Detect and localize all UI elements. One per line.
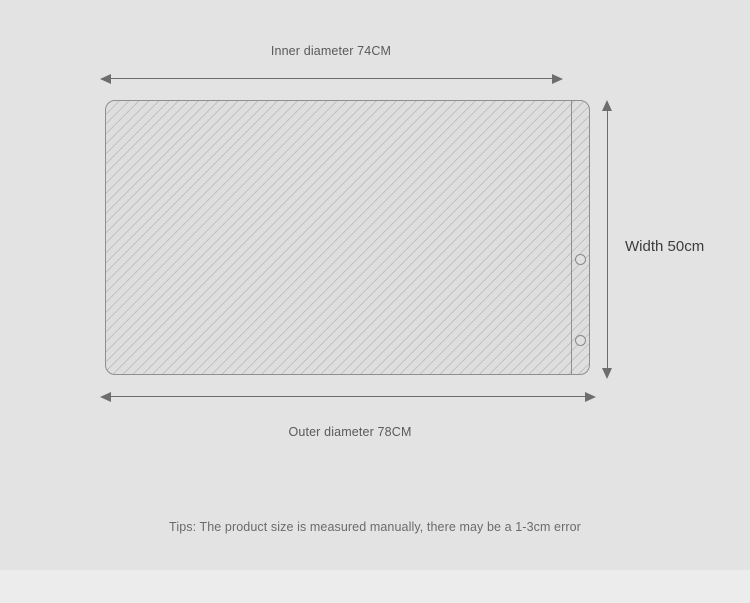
footer-strip: [0, 570, 750, 603]
arrow-right-icon: [585, 392, 596, 402]
width-label: Width 50cm: [625, 238, 705, 255]
outer-diameter-dimension-line: [105, 396, 590, 397]
measurement-tips: Tips: The product size is measured manually, there may be a 1-3cm error: [169, 520, 581, 534]
width-dimension-line: [607, 108, 608, 368]
inner-diameter-dimension-line: [105, 78, 557, 79]
inner-diameter-label: Inner diameter 74CM: [270, 44, 392, 58]
grommet-top-icon: [575, 254, 586, 265]
flap-fold-line: [571, 101, 572, 375]
arrow-right-icon: [552, 74, 563, 84]
arrow-left-icon: [100, 392, 111, 402]
arrow-left-icon: [100, 74, 111, 84]
arrow-down-icon: [602, 368, 612, 379]
grommet-middle-icon: [575, 335, 586, 346]
arrow-up-icon: [602, 100, 612, 111]
outer-diameter-label: Outer diameter 78CM: [288, 425, 412, 439]
product-body: [105, 100, 590, 375]
